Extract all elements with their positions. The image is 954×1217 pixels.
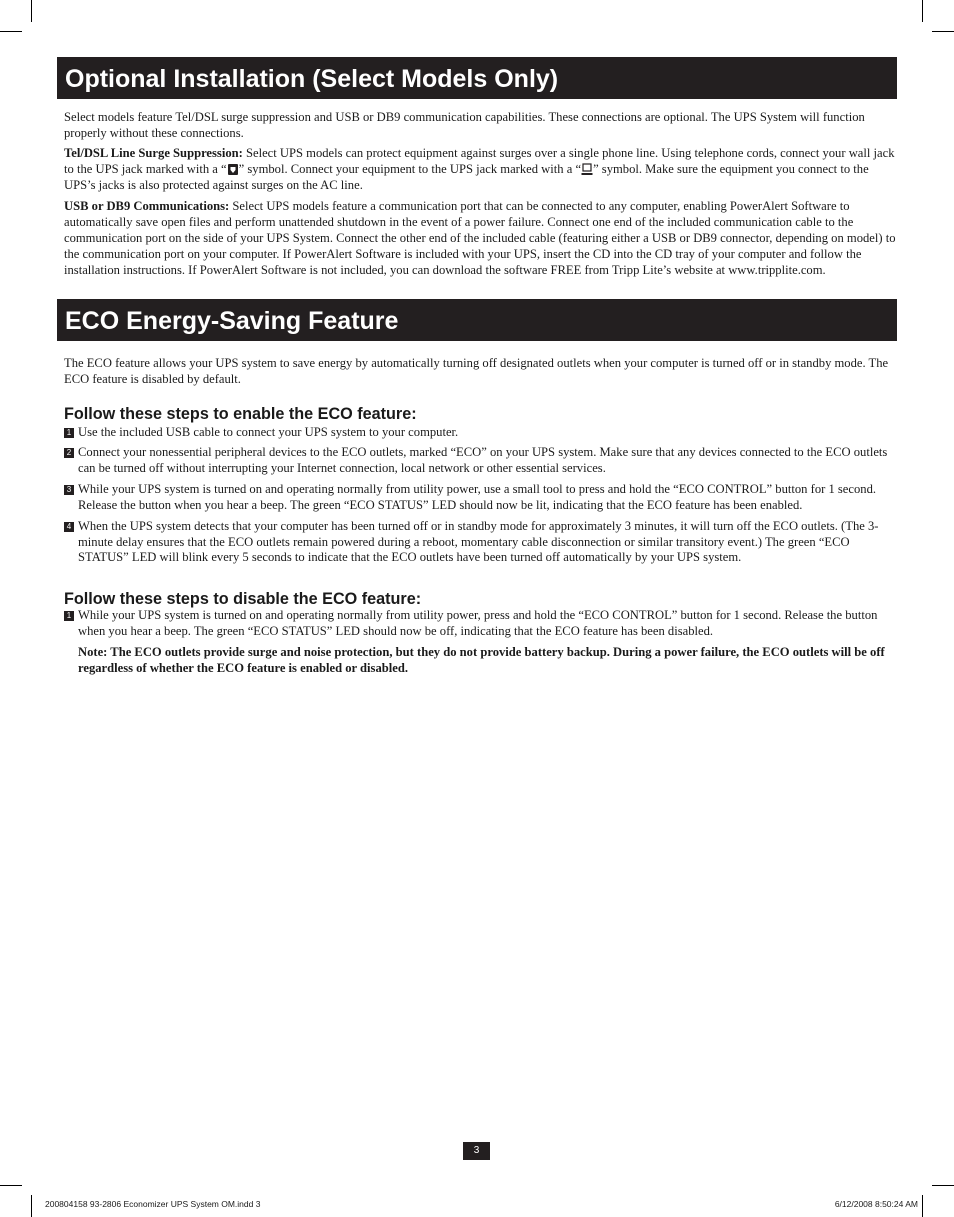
crop-mark [31, 0, 32, 22]
enable-step [64, 482, 900, 513]
step-number-badge: 4 [64, 522, 74, 532]
disable-steps-heading: Follow these steps to disable the ECO feature: [64, 590, 422, 608]
computer-icon [581, 163, 593, 176]
section-title-eco-feature: ECO Energy-Saving Feature [57, 299, 897, 341]
eco-intro-paragraph: The ECO feature allows your UPS system to save energy by automatically turning off designated outlets when your computer is turned off or in standby mode. The ECO feature is disabled by default. [64, 356, 889, 386]
intro-paragraph: Select models feature Tel/DSL surge suppression and USB or DB9 communication capabilities. These connections are optional. The UPS System will function properly without these connections. [64, 110, 865, 140]
step-text: When the UPS system detects that your computer has been turned off or in standby mode for approximately 3 minutes, it will turn off the ECO outlets. (The 3-minute delay ensures that the ECO outlets remain powered during a reboot, momentary cable disconnection or similar transitory event.) The green “ECO STATUS” LED will blink every 5 seconds to indicate that the ECO outlets have been turned off automatically by your UPS system. [78, 519, 879, 564]
step-number-badge: 1 [64, 611, 74, 621]
disable-step [64, 608, 900, 639]
wall-jack-icon [227, 163, 239, 176]
eco-note: Note: The ECO outlets provide surge and noise protection, but they do not provide battery backup. During a power failure, the ECO outlets will be off regardless of whether the ECO feature is enabled or disabled. [78, 645, 885, 675]
section-title-optional-installation: Optional Installation (Select Models Only) [57, 57, 897, 99]
crop-mark [932, 31, 954, 32]
usb-db9-heading: USB or DB9 Communications: [64, 199, 230, 213]
enable-step [64, 425, 900, 441]
enable-steps-heading: Follow these steps to enable the ECO feature: [64, 405, 417, 423]
usb-db9-text: Select UPS models feature a communication port that can be connected to any computer, enabling PowerAlert Software to automatically save open files and perform unattended shutdown in the event of a power failure. Connect one end of the included communication cable to the communication port on the side of your UPS System. Connect the other end of the included cable (featuring either a USB or DB9 connector, depending on model) to the communication port on your computer. If PowerAlert Software is included with your UPS, insert the CD into the CD tray of your computer and follow the installation instructions. If PowerAlert Software is not included, you can download the software FREE from Tripp Lite’s website at www.tripplite.com. [64, 199, 896, 277]
page-number: 3 [463, 1142, 490, 1160]
eco-intro [64, 355, 900, 387]
file-slug: 200804158 93-2806 Economizer UPS System OM.indd 3 [45, 1199, 261, 1209]
usb-db9-paragraph [64, 198, 900, 278]
crop-mark [922, 0, 923, 22]
optional-installation-intro [64, 109, 900, 141]
step-text: Use the included USB cable to connect your UPS system to your computer. [78, 425, 459, 439]
tel-dsl-text-b: ” symbol. Connect your equipment to the UPS jack marked with a “ [238, 162, 582, 176]
enable-step [64, 445, 900, 476]
step-text: While your UPS system is turned on and operating normally from utility power, press and hold the “ECO CONTROL” button for 1 second. Release the button when you hear a beep. The green “ECO STATUS” LED should now be off, indicating that the ECO feature has been disabled. [78, 608, 878, 638]
print-timestamp: 6/12/2008 8:50:24 AM [834, 1199, 918, 1209]
step-number-badge: 1 [64, 428, 74, 438]
tel-dsl-paragraph [64, 145, 900, 193]
tel-dsl-text-a: Select UPS models can protect equipment against surges over a single phone line. Using telephone cords, connect your wall jack to the UPS jack marked with a “ [64, 146, 895, 176]
crop-mark [932, 1185, 954, 1186]
tel-dsl-heading: Tel/DSL Line Surge Suppression: [64, 146, 243, 160]
tel-dsl-text-c: ” symbol. Make sure the equipment you connect to the UPS’s jacks is also protected against surges on the AC line. [64, 162, 869, 192]
crop-mark [0, 1185, 22, 1186]
step-text: Connect your nonessential peripheral devices to the ECO outlets, marked “ECO” on your UPS system. Make sure that any devices connected to the ECO outlets can be turned off without interrupting your Internet connection, local network or other essential services. [78, 445, 888, 475]
step-text: While your UPS system is turned on and operating normally from utility power, use a small tool to press and hold the “ECO CONTROL” button for 1 second. Release the button when you hear a beep. The green “ECO STATUS” LED should now be lit, indicating that the ECO feature has been enabled. [78, 482, 877, 512]
crop-mark [0, 31, 22, 32]
step-number-badge: 3 [64, 485, 74, 495]
crop-mark [31, 1195, 32, 1217]
enable-step [64, 519, 900, 566]
crop-mark [922, 1195, 923, 1217]
step-number-badge: 2 [64, 448, 74, 458]
